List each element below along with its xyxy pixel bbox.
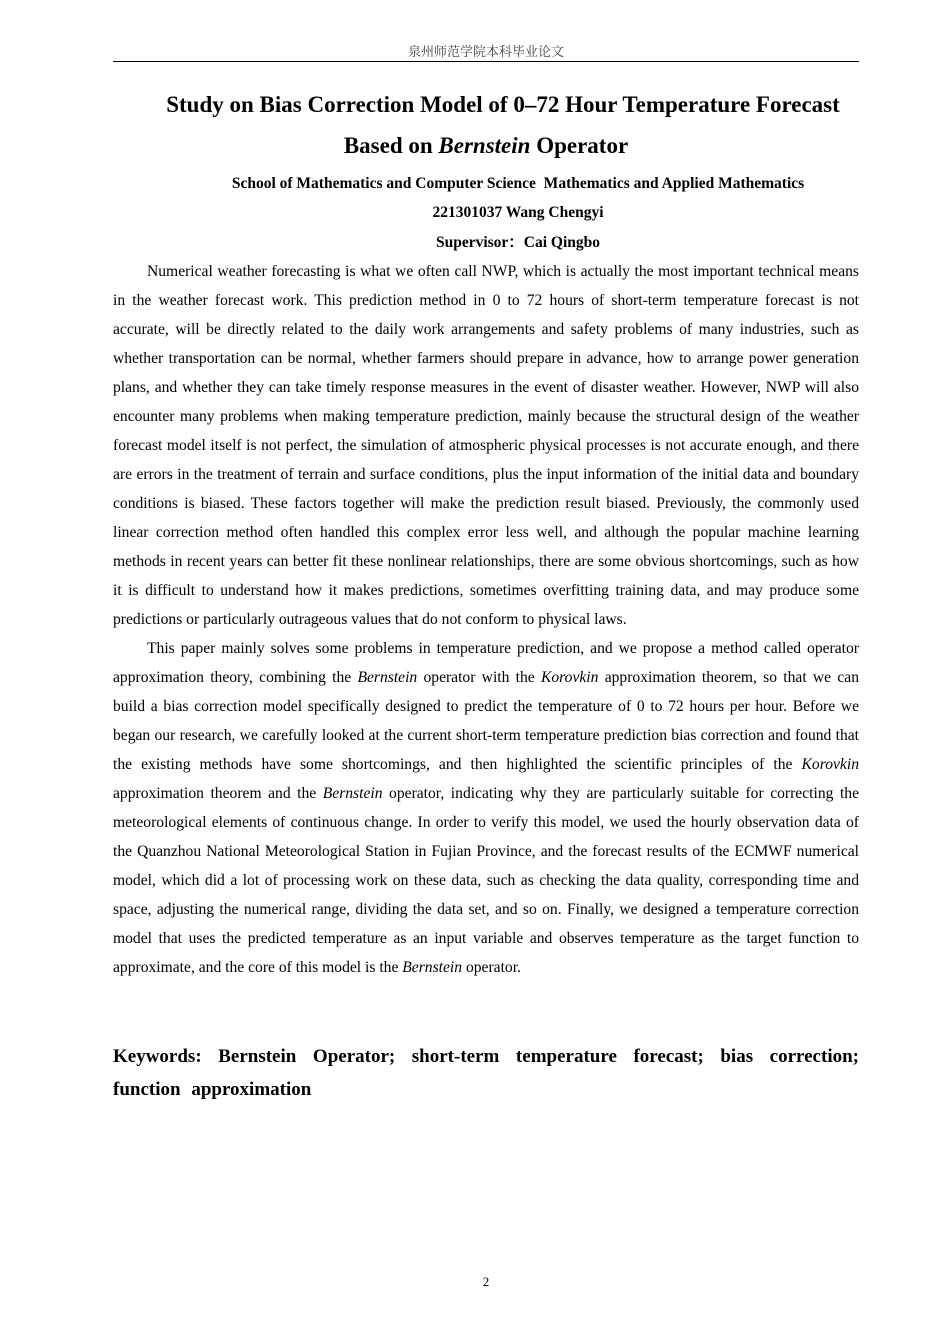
abstract-body: [113, 257, 859, 982]
para2-italic-term: Bernstein: [402, 959, 463, 976]
abstract-paragraph-1: Numerical weather forecasting is what we often call NWP, which is actually the most important technical means in the weather forecast work. This prediction method in 0 to 72 hours of short-term temperature forecast is not accurate, will be directly related to the daily work arrangements and safety problems of many industries, such as whether transportation can be normal, whether farmers should prepare in advance, how to arrange power generation plans, and whether they can take timely response measures in the event of disaster weather. However, NWP will also encounter many problems when making temperature prediction, mainly because the structural design of the weather forecast model itself is not perfect, the simulation of atmospheric physical processes is not accurate enough, and there are errors in the treatment of terrain and surface conditions, plus the input information of the initial data and boundary conditions is biased. These factors together will make the prediction result biased. Previously, the commonly used linear correction method often handled this complex error less well, and although the popular machine learning methods in recent years can better fit these nonlinear relationships, there are some obvious shortcomings, such as how it is difficult to understand how it makes predictions, sometimes overfitting training data, and may produce some predictions or particularly outrageous values that do not conform to physical laws.: [113, 263, 859, 628]
school-line: School of Mathematics and Computer Science Mathematics and Applied Mathematics: [231, 175, 805, 192]
running-header: 泉州师范学院本科毕业论文: [407, 45, 564, 60]
para2-italic-term: Bernstein: [322, 785, 383, 802]
para2-text: approximation theorem, so that we can build a bias correction model specifically designed to predict the temperature of 0 to 72 hours per hour. Before we began our research, we carefully looked at the current short-term temperature prediction bias correction and found that the existing methods have some shortcomings, and then highlighted the scientific principles of the: [113, 669, 859, 773]
abstract-paragraph-2: [113, 634, 859, 982]
para2-text: approximation theorem and the: [113, 785, 323, 802]
para2-italic-term: Korovkin: [540, 669, 599, 686]
keywords-text: Bernstein Operator; short-term temperature forecast; bias correction; function approximation: [113, 1046, 859, 1100]
para2-text: operator.: [462, 959, 521, 976]
para2-text: operator with the: [417, 669, 541, 686]
para2-text: operator, indicating why they are particularly suitable for correcting the meteorological elements of continuous change. In order to verify this model, we used the hourly observation data of the Quanzhou National Meteorological Station in Fujian Province, and the forecast results of the ECMWF numerical model, which did a lot of processing work on these data, such as checking the data quality, corresponding time and space, adjusting the numerical range, dividing the data set, and so on. Finally, we designed a temperature correction model that uses the predicted temperature as an input variable and observes temperature as the target function to approximate, and the core of this model is the: [113, 785, 859, 976]
keywords-label: Keywords:: [113, 1046, 202, 1067]
header-rule: [113, 61, 859, 62]
title-italic-term: Bernstein: [438, 133, 531, 158]
student-line: 221301037 Wang Chengyi: [432, 204, 604, 221]
title-line-1: Study on Bias Correction Model of 0–72 Hour Temperature Forecast: [166, 92, 840, 117]
supervisor-line: Supervisor：Cai Qingbo: [435, 234, 601, 251]
page-number: 2: [482, 1274, 490, 1289]
paper-title: [113, 84, 859, 166]
title-line-2: [113, 125, 859, 166]
para2-text: This paper mainly solves some problems in temperature prediction, and we propose a method called operator approximation theory, combining the: [113, 640, 859, 686]
para2-italic-term: Bernstein: [357, 669, 418, 686]
title-line-2-suffix: Operator: [530, 133, 629, 158]
document-page: [113, 0, 859, 1344]
keywords-block: [113, 1040, 859, 1106]
title-line-2-prefix: Based on: [343, 133, 439, 158]
para2-italic-term: Korovkin: [801, 756, 859, 773]
